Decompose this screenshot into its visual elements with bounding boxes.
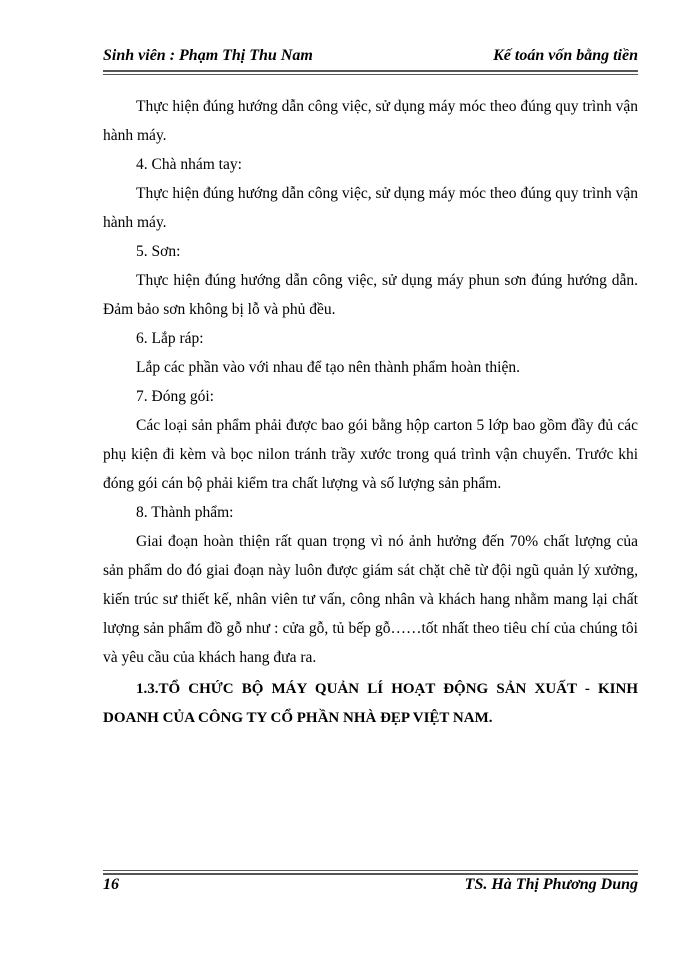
page-body: [103, 92, 638, 733]
step-5-title: 5. Sơn:: [136, 243, 181, 260]
header-student-name: Sinh viên : Phạm Thị Thu Nam: [103, 47, 313, 64]
page-footer: [103, 876, 638, 894]
footer-supervisor: TS. Hà Thị Phương Dung: [464, 876, 638, 893]
paragraph-step-8-text: Giai đoạn hoàn thiện rất quan trọng vì nó ảnh hưởng đến 70% chất lượng của sản phẩm do đó giai đoạn này luôn được giám sát chặt chẽ từ đội ngũ quản lý xưởng, kiến trúc sư thiết kế, nhân viên tư vấn, công nhân và khách hang nhằm mang lại chất lượng sản phẩm đồ gỗ như : cửa gỗ, tủ bếp gỗ……tốt nhất theo tiêu chí của chúng tôi và yêu cầu của khách hang đưa ra.: [103, 533, 638, 666]
paragraph-step-6-text: Lắp các phần vào với nhau để tạo nên thành phẩm hoàn thiện.: [136, 359, 520, 376]
step-6-title: 6. Lắp ráp:: [136, 330, 204, 347]
paragraph-step-5-text: Thực hiện đúng hướng dẫn công việc, sử dụng máy phun sơn đúng hướng dẫn. Đảm bảo sơn không bị lỗ và phủ đều.: [103, 272, 638, 318]
page-header: [103, 47, 638, 65]
footer-divider: [103, 870, 638, 875]
header-document-title: Kế toán vốn bằng tiền: [493, 47, 638, 64]
header-divider: [103, 70, 638, 75]
step-7-title: 7. Đóng gói:: [136, 388, 214, 405]
paragraph-step-3-text: Thực hiện đúng hướng dẫn công việc, sử dụng máy móc theo đúng quy trình vận hành máy.: [103, 98, 638, 144]
page-number: 16: [103, 876, 119, 893]
paragraph-step-4-text: Thực hiện đúng hướng dẫn công việc, sử dụng máy móc theo đúng quy trình vận hành máy.: [103, 185, 638, 231]
step-4-title: 4. Chà nhám tay:: [136, 156, 242, 173]
step-8-title: 8. Thành phẩm:: [136, 504, 234, 521]
paragraph-step-7-text: Các loại sản phẩm phải được bao gói bằng hộp carton 5 lớp bao gồm đầy đủ các phụ kiện đi kèm và bọc nilon tránh trầy xước trong quá trình vận chuyển. Trước khi đóng gói cán bộ phải kiểm tra chất lượng và số lượng sản phẩm.: [103, 417, 638, 492]
section-heading: 1.3.TỔ CHỨC BỘ MÁY QUẢN LÍ HOẠT ĐỘNG SẢN XUẤT - KINH DOANH CỦA CÔNG TY CỔ PHẦN NHÀ ĐẸP VIỆT NAM.: [103, 681, 638, 726]
